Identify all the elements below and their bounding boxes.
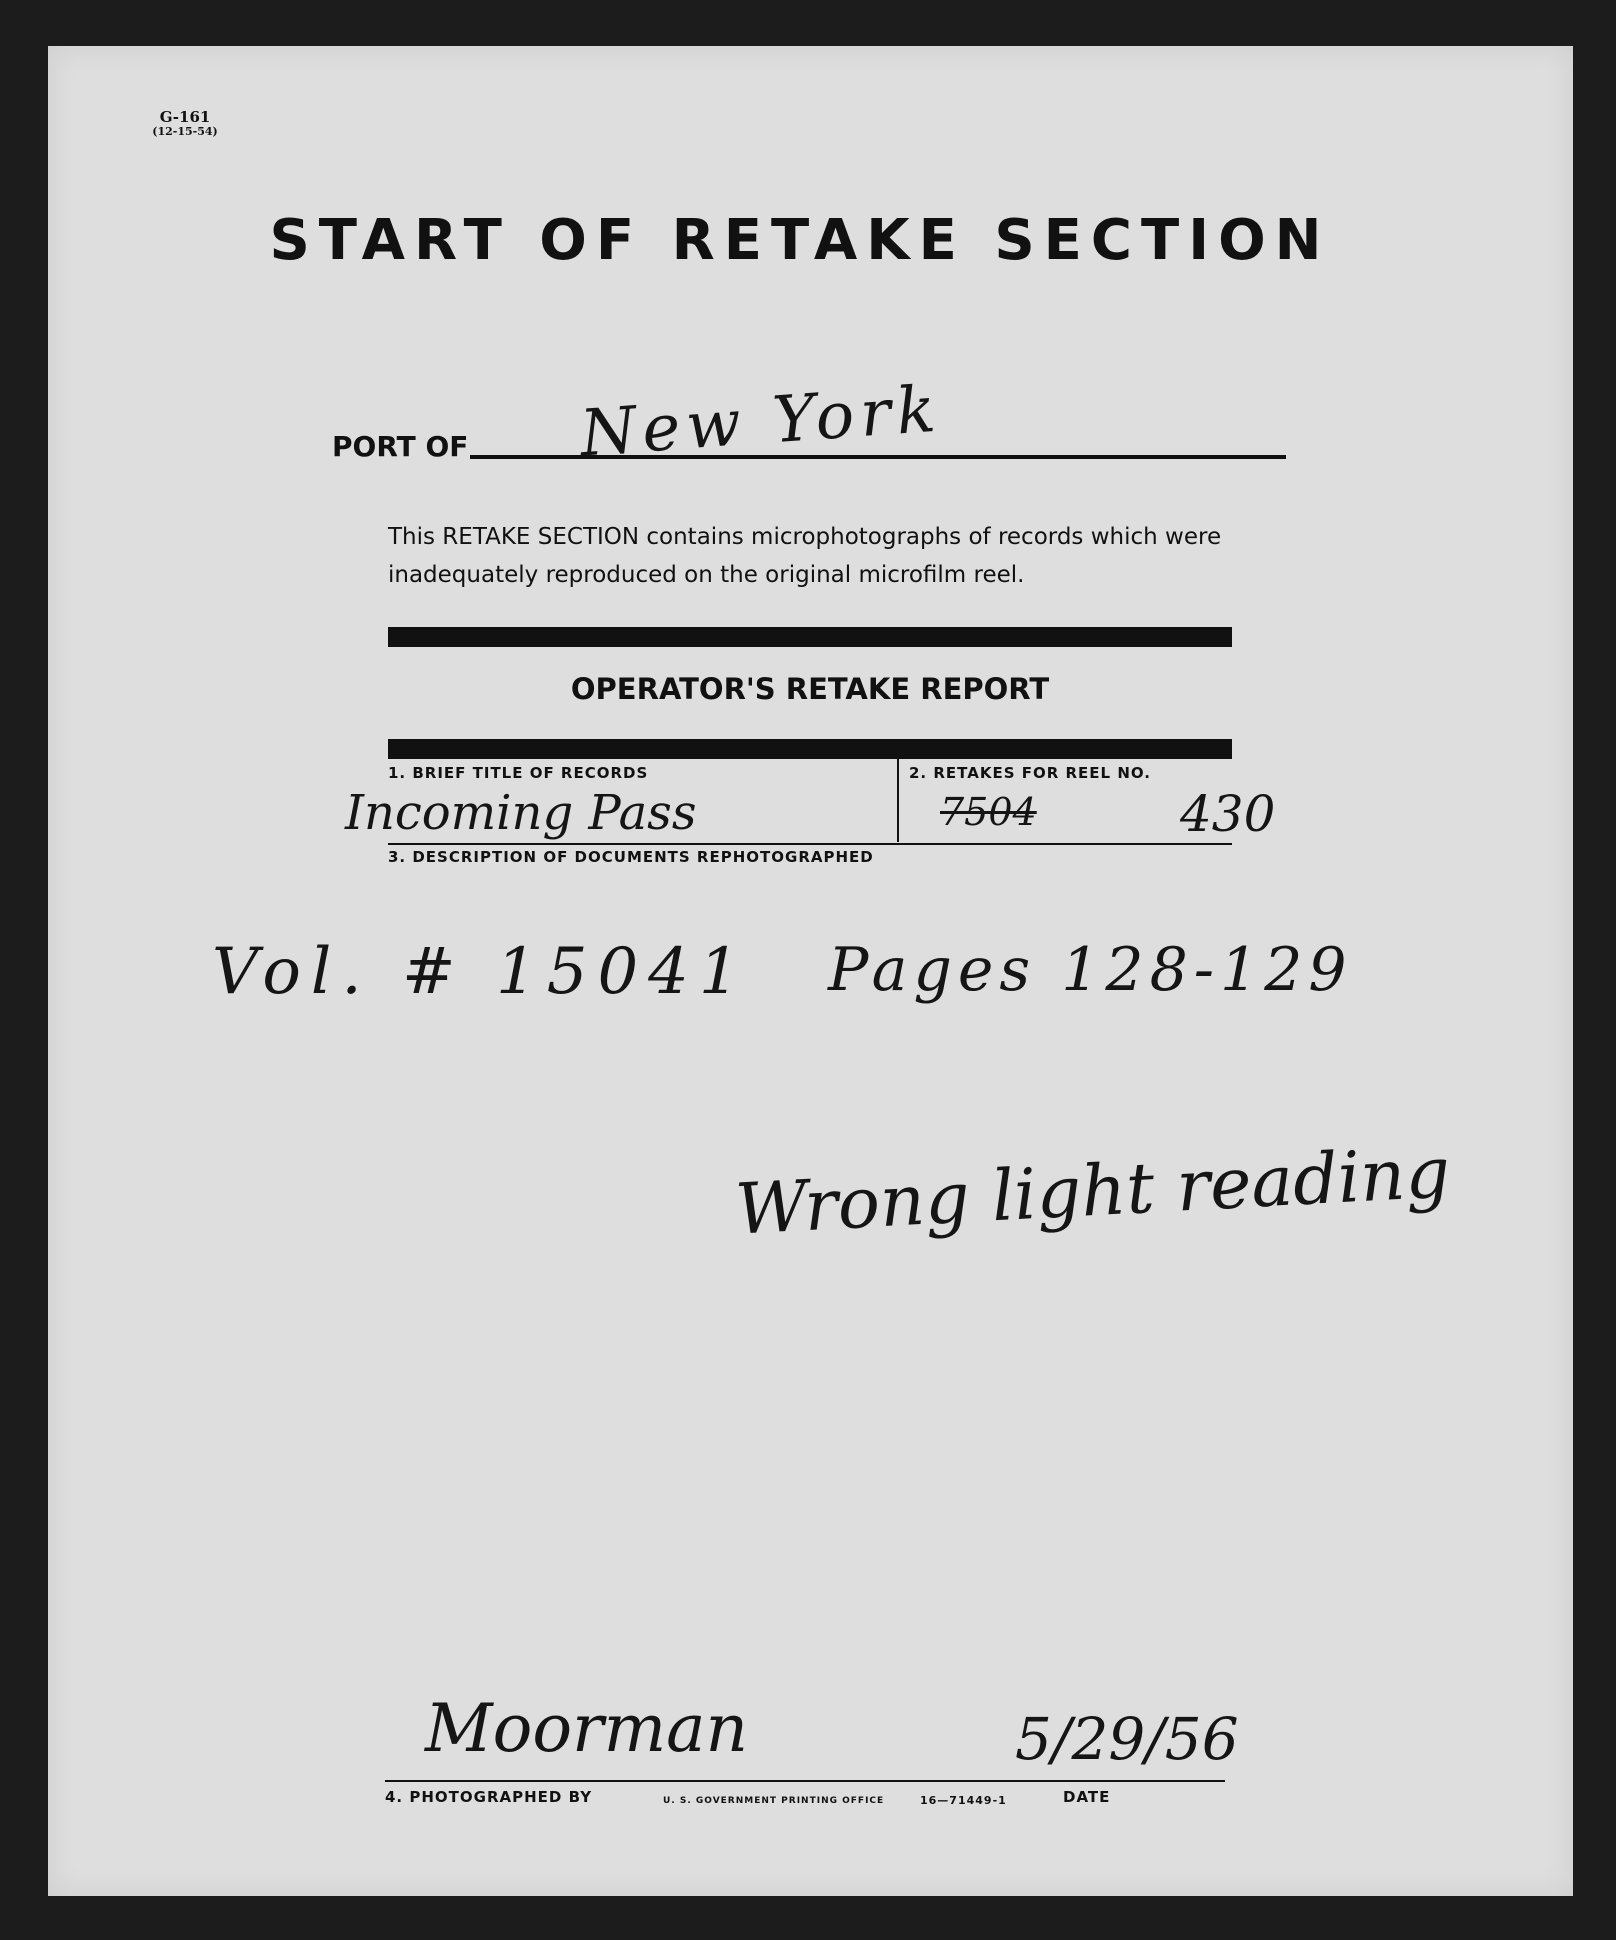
port-handwritten-value: New York bbox=[577, 372, 944, 472]
date-handwritten: 5/29/56 bbox=[1015, 1705, 1239, 1773]
divider-bar-bottom bbox=[388, 739, 1232, 759]
field-row-line bbox=[388, 843, 1232, 845]
port-label: PORT OF bbox=[332, 430, 469, 463]
form-number bbox=[145, 110, 225, 137]
intro-line-2: inadequately reproduced on the original microfilm reel. bbox=[388, 562, 1025, 588]
intro-line-1: This RETAKE SECTION contains microphotographs of records which were bbox=[388, 524, 1222, 550]
field-divider bbox=[897, 758, 899, 842]
page-title: START OF RETAKE SECTION bbox=[269, 208, 1331, 273]
form-revision: (12-15-54) bbox=[152, 124, 218, 138]
description-pages: Pages 128-129 bbox=[828, 935, 1353, 1005]
description-label: 3. DESCRIPTION OF DOCUMENTS REPHOTOGRAPHED bbox=[388, 848, 874, 866]
brief-title-label: 1. BRIEF TITLE OF RECORDS bbox=[388, 764, 649, 782]
form-code: G-161 bbox=[159, 108, 211, 126]
reel-number-struck: 7504 bbox=[940, 790, 1037, 834]
description-reason: Wrong light reading bbox=[733, 1131, 1452, 1251]
brief-title-handwritten: Incoming Pass bbox=[345, 785, 697, 841]
divider-bar-top bbox=[388, 627, 1232, 647]
photographer-signature: Moorman bbox=[425, 1690, 749, 1767]
description-volume: Vol. # 15041 bbox=[212, 935, 750, 1009]
reel-number-label: 2. RETAKES FOR REEL NO. bbox=[909, 764, 1151, 782]
signature-line bbox=[385, 1780, 1225, 1782]
report-heading: OPERATOR'S RETAKE REPORT bbox=[570, 672, 1050, 706]
intro-text bbox=[388, 518, 1248, 594]
print-code: 16—71449-1 bbox=[920, 1794, 1007, 1807]
date-label: DATE bbox=[1063, 1788, 1111, 1806]
reel-number-handwritten: 430 bbox=[1180, 785, 1276, 843]
printer-imprint: U. S. GOVERNMENT PRINTING OFFICE bbox=[663, 1796, 885, 1806]
photographed-by-label: 4. PHOTOGRAPHED BY bbox=[385, 1788, 593, 1806]
